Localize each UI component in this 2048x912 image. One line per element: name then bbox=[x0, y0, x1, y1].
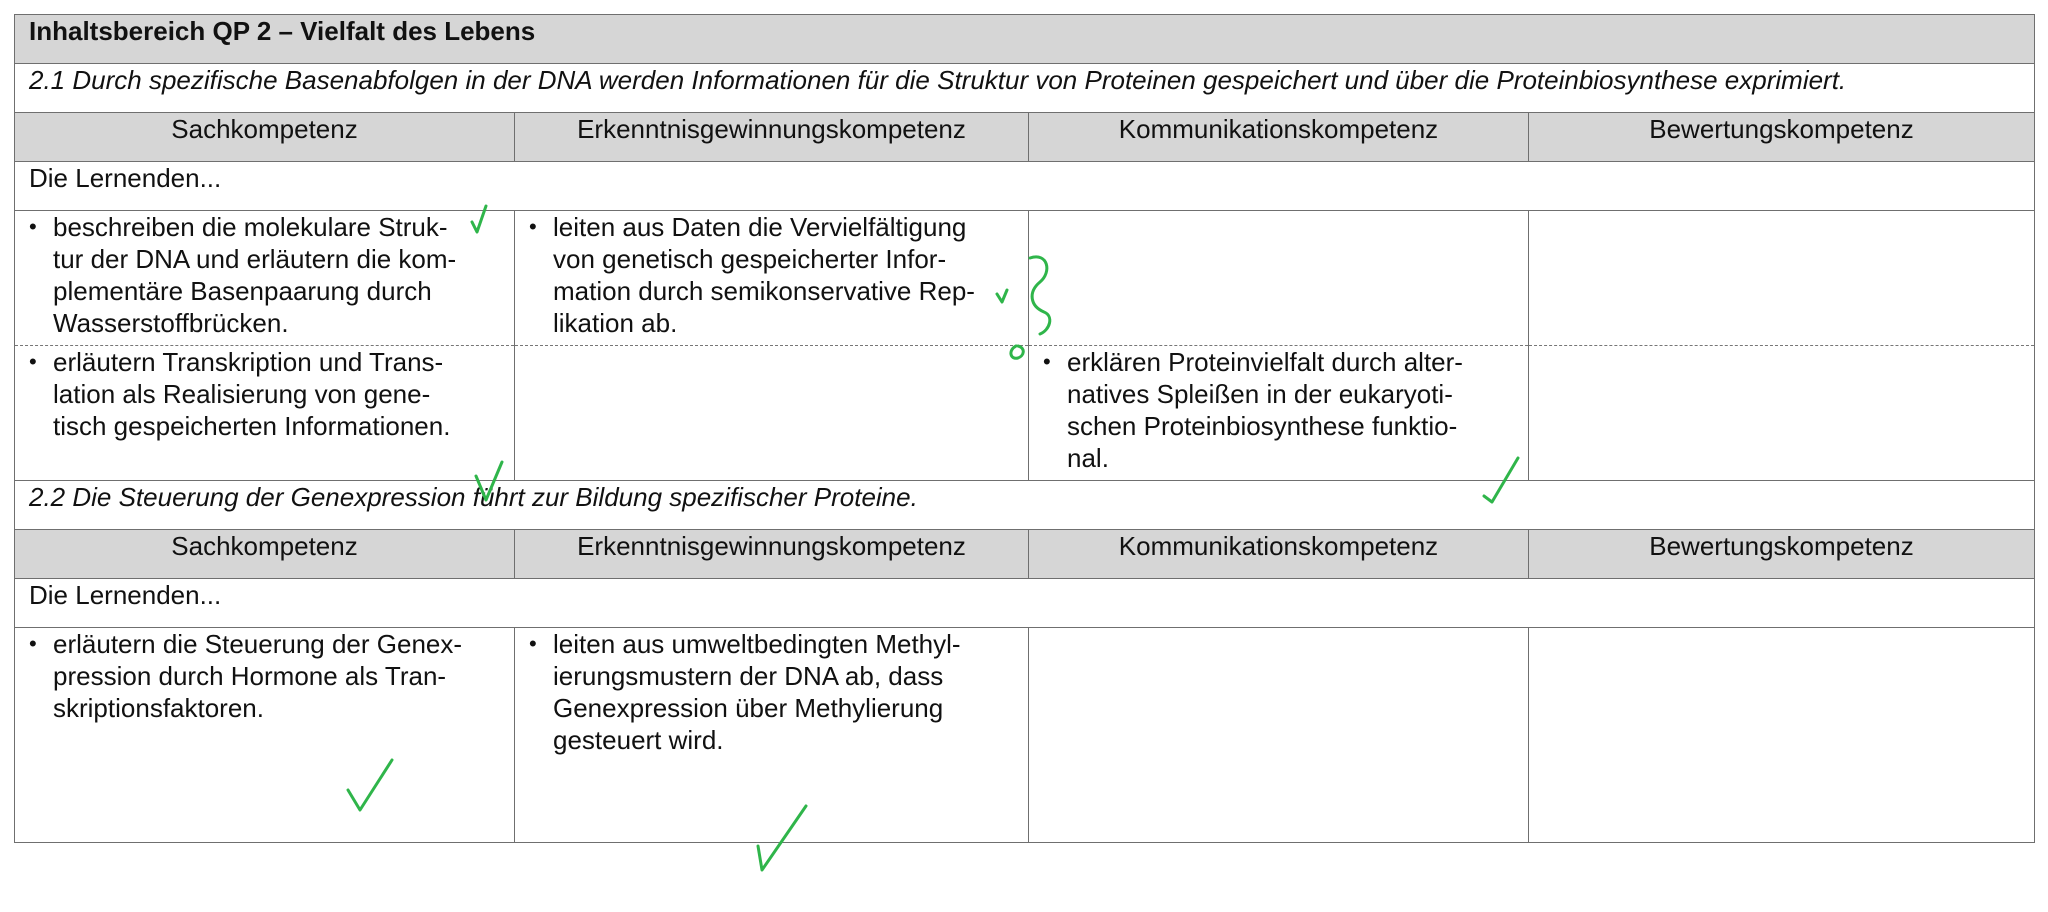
bullet-dot: • bbox=[29, 349, 37, 374]
bullet-item bbox=[1043, 346, 1514, 474]
bullet-item bbox=[529, 211, 1014, 339]
competence-text: erläutern Transkription und Trans- lation als Realisierung von gene- tisch gespeicherten Informationen. bbox=[53, 347, 451, 441]
column-header-sach: Sachkompetenz bbox=[15, 113, 515, 162]
competence-text: beschreiben die molekulare Struk- tur der DNA und erläutern die kom- plementäre Basenpaarung durch Wasserstoffbrücken. bbox=[53, 212, 457, 338]
column-header-row bbox=[15, 113, 2035, 162]
column-header-sach: Sachkompetenz bbox=[15, 530, 515, 579]
bullet-item bbox=[529, 628, 1014, 756]
bullet-item bbox=[29, 628, 500, 724]
section-heading: 2.2 Die Steuerung der Genexpression führt zur Bildung spezifischer Proteine. bbox=[15, 481, 2035, 530]
column-header-bewertung: Bewertungskompetenz bbox=[1529, 113, 2035, 162]
competence-text: leiten aus umweltbedingten Methyl- ierungsmustern der DNA ab, dass Genexpression über Methylierung gesteuert wird. bbox=[553, 629, 961, 755]
competence-text: erklären Proteinvielfalt durch alter- natives Spleißen in der eukaryoti- schen Proteinbiosynthese funktio- nal. bbox=[1067, 347, 1463, 473]
section-heading: 2.1 Durch spezifische Basenabfolgen in der DNA werden Informationen für die Struktur von Proteinen gespeichert und über die Proteinbiosynthese exprimiert. bbox=[15, 64, 2035, 113]
cell-bewertung bbox=[1529, 211, 2035, 346]
bullet-dot: • bbox=[529, 631, 537, 656]
cell-bewertung bbox=[1529, 346, 2035, 481]
intro-row bbox=[15, 162, 2035, 211]
cell-sach bbox=[15, 346, 515, 481]
cell-erkenntnis bbox=[515, 346, 1029, 481]
cell-kommunikation bbox=[1029, 211, 1529, 346]
column-header-kommunikation: Kommunikationskompetenz bbox=[1029, 530, 1529, 579]
bullet-dot: • bbox=[29, 214, 37, 239]
intro-text: Die Lernenden... bbox=[15, 579, 2035, 628]
column-header-erkenntnis: Erkenntnisgewinnungskompetenz bbox=[515, 530, 1029, 579]
cell-kommunikation bbox=[1029, 628, 1529, 843]
cell-sach bbox=[15, 211, 515, 346]
column-header-erkenntnis: Erkenntnisgewinnungskompetenz bbox=[515, 113, 1029, 162]
competence-text: leiten aus Daten die Vervielfältigung von genetisch gespeicherter Infor- mation durch semikonservative Rep- likation ab. bbox=[553, 212, 975, 338]
bullet-dot: • bbox=[529, 214, 537, 239]
page-title: Inhaltsbereich QP 2 – Vielfalt des Lebens bbox=[15, 15, 2035, 64]
bullet-item bbox=[29, 211, 500, 339]
content-row bbox=[15, 211, 2035, 346]
bullet-dot: • bbox=[1043, 349, 1051, 374]
column-header-row bbox=[15, 530, 2035, 579]
cell-sach bbox=[15, 628, 515, 843]
section-heading-row bbox=[15, 64, 2035, 113]
competence-text: erläutern die Steuerung der Genex- pression durch Hormone als Tran- skriptionsfaktoren. bbox=[53, 629, 463, 723]
intro-row bbox=[15, 579, 2035, 628]
cell-erkenntnis bbox=[515, 628, 1029, 843]
content-row bbox=[15, 346, 2035, 481]
content-row bbox=[15, 628, 2035, 843]
title-row bbox=[15, 15, 2035, 64]
cell-bewertung bbox=[1529, 628, 2035, 843]
column-header-bewertung: Bewertungskompetenz bbox=[1529, 530, 2035, 579]
column-header-kommunikation: Kommunikationskompetenz bbox=[1029, 113, 1529, 162]
bullet-item bbox=[29, 346, 500, 442]
curriculum-table bbox=[14, 14, 2035, 843]
bullet-dot: • bbox=[29, 631, 37, 656]
section-heading-row bbox=[15, 481, 2035, 530]
cell-erkenntnis bbox=[515, 211, 1029, 346]
cell-kommunikation bbox=[1029, 346, 1529, 481]
intro-text: Die Lernenden... bbox=[15, 162, 2035, 211]
